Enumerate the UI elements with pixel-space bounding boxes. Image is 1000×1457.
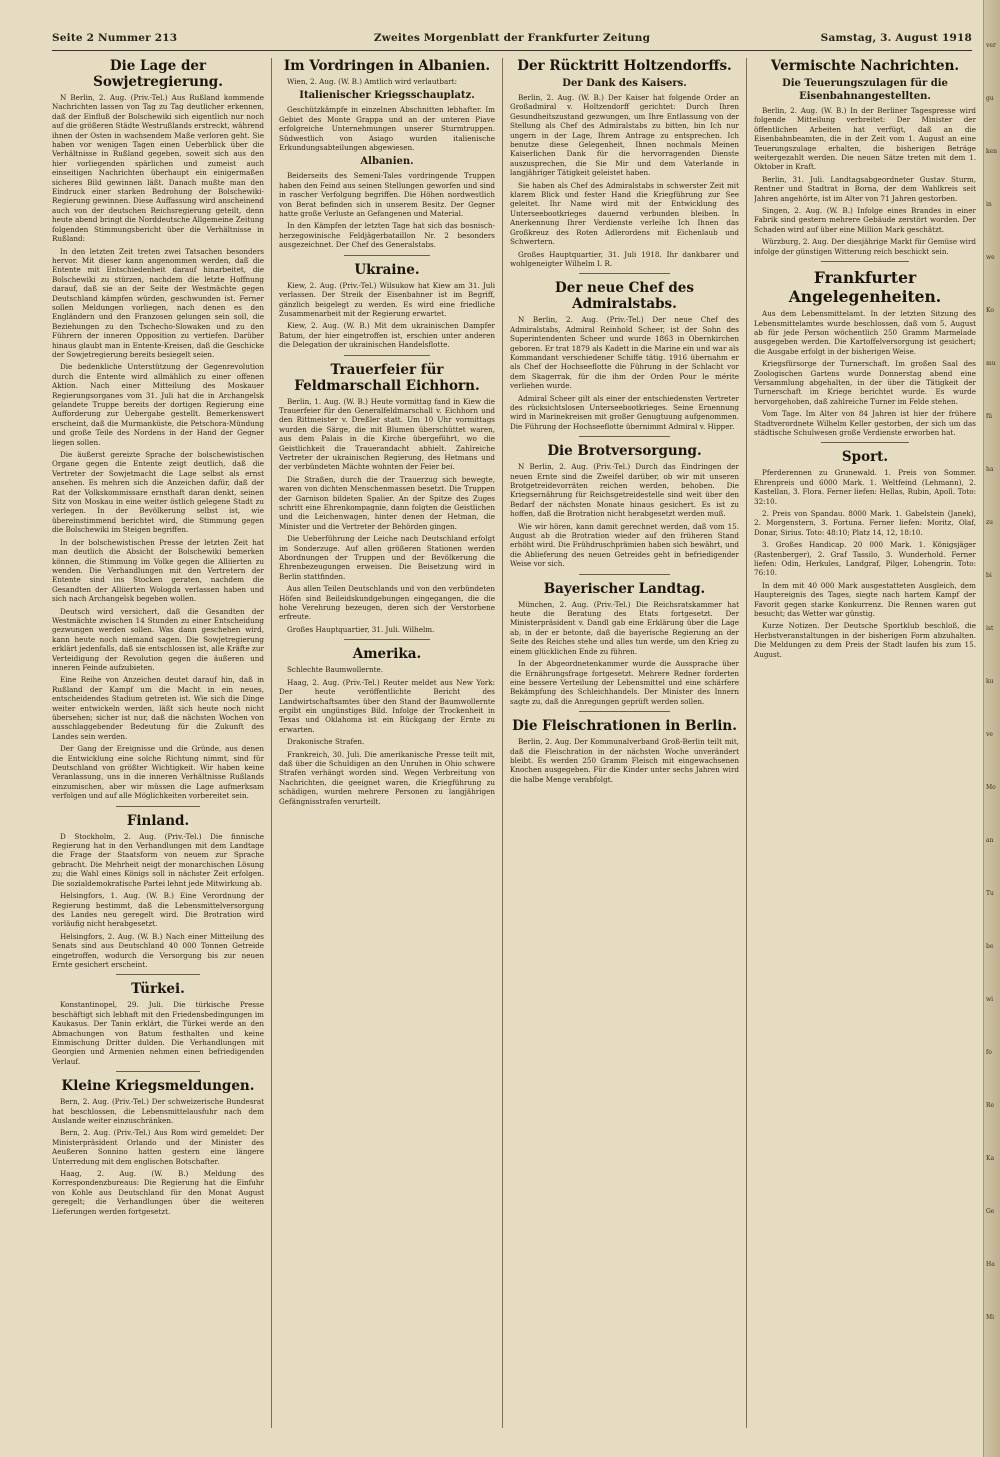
gutter-fragment: ku (986, 678, 994, 685)
article-paragraph: Kiew, 2. Aug. (Priv.-Tel.) Wilsukow hat Kiew am 31. Juli verlassen. Der Streik der Eisenbahner ist im Begriff, gänzlich beigelegt zu werden. Es wird eine friedliche Zusammenarbeit mit der Regierung erwartet. (279, 280, 495, 318)
article-paragraph: Berlin, 31. Juli. Landtagsabgeordneter Gustav Sturm, Rentner und Stadtrat in Borna, der dem Wahlkreis seit Jahren angehörte, ist im Alter von 71 Jahren gestorben. (754, 174, 976, 203)
adjacent-page-edge (983, 0, 1000, 1457)
article-subheadline: Der Dank des Kaisers. (562, 78, 687, 89)
gutter-fragment: ist (986, 625, 994, 632)
section-divider (821, 261, 910, 262)
gutter-fragment: Mo (986, 784, 996, 791)
article-paragraph: Singen, 2. Aug. (W. B.) Infolge eines Brandes in einer Fabrik sind gestern mehrere Gebäude zerstört worden. Der Schaden wird auf über eine Million Mark geschätzt. (754, 206, 976, 234)
article-paragraph: Deutsch wird versichert, daß die Gesandten der Westmächte zwischen 14 Stunden zu einer Entscheidung gezwungen werden sollen. Was dann geschehen wird, kann heute noch niemand sagen. Die Sowjetregierung erklärt jedenfalls, daß sie entschlossen ist, alle Kräfte zur Verteidigung der Revolution gegen die äußeren und inneren Feinde aufzubieten. (52, 606, 264, 672)
article-headline: Finland. (126, 812, 190, 829)
column-1 (52, 58, 264, 1430)
article-paragraph: In den letzten Zeit treten zwei Tatsachen besonders hervor. Mit dieser kann angenommen werden, daß die Entente mit Entschiedenheit darauf hinarbeitet, die Bolschewiki zu stürzen, nachdem die letzte Hoffnung darauf, daß sie an der Seite der Westmächte gegen Deutschland kämpfen würden, geschwunden ist. Ferner sollen Meldungen vorliegen, nach denen es den Engländern und den Franzosen gelungen sein soll, die Beziehungen zu den Tschecho-Slowaken und zu den Führern der inneren Opposition zu vertiefen. Darüber hinaus glaubt man in Entente-Kreisen, daß die Geschicke der Sowjetregierung bereits besiegelt seien. (52, 246, 264, 359)
article-subheadline: Albanien. (360, 156, 414, 168)
gutter-fragment: Ka (986, 1155, 995, 1162)
section-divider (579, 574, 671, 575)
article-headline: Ukraine. (354, 261, 420, 278)
article-paragraph: Vom Tage. Im Alter von 84 Jahren ist hier der frühere Stadtverordnete Wilhelm Keller gestorben, der sich um das städtische Schulwesen große Verdienste erworben hat. (754, 409, 976, 437)
gutter-fragment: zu (986, 519, 994, 526)
article-paragraph: Wie wir hören, kann damit gerechnet werden, daß vom 15. August ab die Brotration wieder auf den früheren Stand erhöht wird. Die Frühdruschprämien haben sich bewährt, und die Ablieferung des neuen Getreides geht in befriedigender Weise vor sich. (510, 521, 739, 569)
masthead: Zweites Morgenblatt der Frankfurter Zeitung (373, 32, 651, 44)
article-paragraph: In der bolschewistischen Presse der letzten Zeit hat man deutlich die Absicht der Bolschewiki bemerken können, die Stimmung im Volke gegen die Alliierten zu wenden. Die Verhandlungen mit den Vertretern der Entente sind ins Stocken geraten, nachdem die Gesandten der Alliierten Wologda verlassen haben und sich nach Archangelsk begeben wollen. (52, 537, 264, 604)
gutter-fragment: Ko (986, 307, 994, 314)
article-headline: Türkei. (131, 981, 185, 998)
gutter-fragment: ve (986, 731, 993, 738)
gutter-fragment: wi (986, 996, 994, 1003)
gutter-fragment: an (986, 837, 994, 844)
column-4 (754, 58, 976, 1430)
section-divider (344, 639, 430, 640)
article-paragraph: D Stockholm, 2. Aug. (Priv.-Tel.) Die finnische Regierung hat in den Verhandlungen mit dem Landtage die Frage der Staatsform von neuem zur Sprache gebracht. Die Mehrheit neigt der monarchischen Lösung zu; die Wahl eines Königs soll in nächster Zeit erfolgen. Die sozialdemokratische Partei lehnt jede Mitwirkung ab. (52, 831, 264, 888)
gutter-fragment: we (986, 254, 995, 261)
article-paragraph: Frankreich, 30. Juli. Die amerikanische Presse teilt mit, daß über die Schuldigen an den Unruhen in Ohio schwere Strafen verhängt worden sind. Wegen Verbreitung von Nachrichten, die geeignet waren, die Kriegführung zu schädigen, wurden mehrere Personen zu langjährigen Gefängnisstrafen verurteilt. (279, 749, 495, 806)
gutter-fragment: fo (986, 1049, 992, 1056)
article-paragraph: 2. Preis von Spandau. 8000 Mark. 1. Gabelstein (Janek), 2. Morgenstern, 3. Fortuna. Ferner liefen: Moritz, Olaf, Donar, Sirius. Toto: 48:10; Platz 14, 12, 18:10. (754, 509, 976, 537)
article-paragraph: Würzburg, 2. Aug. Der diesjährige Markt für Gemüse wird infolge der günstigen Witterung reich beschickt sein. (754, 237, 976, 256)
article-paragraph: Drakonische Strafen. (287, 737, 365, 747)
article-paragraph: Die Ueberführung der Leiche nach Deutschland erfolgt im Sonderzuge. Auf allen größeren Stationen werden Abordnungen der Truppen und der Bevölkerung die Ehrenbezeugungen erweisen. Die Beisetzung wird in Berlin stattfinden. (279, 534, 495, 581)
article-paragraph: München, 2. Aug. (Priv.-Tel.) Die Reichsratskammer hat heute die Beratung des Etats fortgesetzt. Der Ministerpräsident v. Dandl gab eine Erklärung über die Lage ab, in der er betonte, daß die bayerische Regierung an der Seite des Reiches stehe und alles tun werde, um den Krieg zu einem glücklichen Ende zu führen. (510, 599, 739, 656)
article-paragraph: Geschützkämpfe in einzelnen Abschnitten lebhafter. Im Gebiet des Monte Grappa und an der unteren Piave erfolgreiche Unternehmungen unserer Sturmtruppen. Südwestlich von Asiago wurden italienische Erkundungsabteilungen abgewiesen. (279, 105, 495, 153)
section-divider (116, 974, 201, 975)
column-rule (746, 58, 747, 1428)
article-paragraph: N Berlin, 2. Aug. (Priv.-Tel.) Der neue Chef des Admiralstabs, Admiral Reinhold Scheer, ist der Sohn des Superintendenten Scheer und wurde 1863 in Obernkirchen geboren. Er trat 1879 als Kadett in die Marine ein und war als Kommandant verschiedener Schiffe tätig. 1916 übernahm er als Chef der Hochseeflotte die Führung in der Schlacht vor dem Skagerrak, für die ihm der Orden Pour le mérite verliehen wurde. (510, 315, 739, 391)
article-paragraph: Kurze Notizen. Der Deutsche Sportklub beschloß, die Herbstveranstaltungen in der bisherigen Form abzuhalten. Die Meldungen zu dem Preis der Stadt laufen bis zum 15. August. (754, 621, 976, 659)
section-divider (116, 806, 201, 807)
gutter-fragment: in (986, 201, 992, 208)
section-divider (579, 711, 671, 712)
article-paragraph: Admiral Scheer gilt als einer der entschiedensten Vertreter des rücksichtslosen Unterseebootkrieges. Seine Ernennung wird in Marinekreisen mit großer Genugtuung aufgenommen. Die Führung der Hochseeflotte übernimmt Admiral v. Hipper. (510, 393, 739, 431)
article-subheadline: Die Teuerungszulagen für die Eisenbahnangestellten. (782, 78, 948, 102)
gutter-fragment: Re (986, 1102, 995, 1109)
article-paragraph: Aus dem Lebensmittelamt. In der letzten Sitzung des Lebensmittelamtes wurde beschlossen, daß vom 5. August ab für jede Person wöchentlich 250 Gramm Marmelade ausgegeben werden. Die Kartoffelversorgung ist gesichert; die Ausgabe erfolgt in der bisherigen Weise. (754, 309, 976, 356)
article-paragraph: N Berlin, 2. Aug. (Priv.-Tel.) Aus Rußland kommende Nachrichten lassen von Tag zu Tag deutlicher erkennen, daß der Einfluß der Bolschewiki sich eigentlich nur noch auf die größeren Städte Westrußlands erstreckt, während ihnen der Osten in wachsendem Maße verloren geht. Sie haben vor wenigen Tagen einen Ueberblick über die Verhältnisse in Rußland gegeben, soweit sich aus den hier vorliegenden spärlichen und zumeist auch einseitigen Nachrichten überhaupt ein einigermaßen sicheres Bild gewinnen läßt. Danach mußte man den Eindruck einer starken Bedrohung der Bolschewiki-Regierung gewinnen. Diese Auffassung wird anscheinend auch von der deutschen Reichsregierung geteilt, denn heute abend bringt die Norddeutsche Allgemeine Zeitung folgenden Stimmungsbericht über die Verhältnisse in Rußland: (52, 93, 264, 244)
column-rule (271, 58, 272, 1428)
article-paragraph: Kiew, 2. Aug. (W. B.) Mit dem ukrainischen Dampfer Batum, der hier eingetroffen ist, erschien unter anderen die Delegation der ukrainischen Handelsflotte. (279, 321, 495, 350)
gutter-fragment: ver (986, 42, 996, 49)
column-2 (279, 58, 495, 1430)
article-paragraph: Haag, 2. Aug. (Priv.-Tel.) Reuter meldet aus New York: Der heute veröffentlichte Bericht des Landwirtschaftsamtes über den Stand der Baumwollernte ergibt ein ungünstiges Bild. Infolge der Trockenheit in Texas und Oklahoma ist ein Rückgang der Ernte zu erwarten. (279, 677, 495, 734)
article-paragraph: Kriegsfürsorge der Turnerschaft. Im großen Saal des Zoologischen Gartens wurde Donnerstag abend eine Versammlung abgehalten, in der über die Tätigkeit der Turnerschaft im Kriege berichtet wurde. Es wurde hervorgehoben, daß zahlreiche Turner im Felde stehen. (754, 359, 976, 406)
article-headline: Im Vordringen in Albanien. (283, 58, 491, 74)
issue-date: Samstag, 3. August 1918 (820, 32, 972, 44)
article-headline: Die Brotversorgung. (547, 443, 702, 460)
gutter-fragment: bi (986, 572, 992, 579)
section-divider (579, 436, 671, 437)
article-paragraph: Beiderseits des Semeni-Tales vordringende Truppen haben den Feind aus seinen Stellungen geworfen und sind in rascher Verfolgung begriffen. Die Höhen nordwestlich von Berat befinden sich in unserem Besitz. Der Gegner hatte große Verluste an Gefangenen und Material. (279, 171, 495, 219)
article-paragraph: Die äußerst gereizte Sprache der bolschewistischen Organe gegen die Entente zeigt deutlich, daß die Vertreter der Sowjetmacht die Lage selbst als ernst ansehen. Es mehren sich die Anzeichen dafür, daß der Rat der Volkskommissare ernsthaft daran denkt, seinen Sitz von Moskau in eine weiter östlich gelegene Stadt zu verlegen. In der Bevölkerung selbst ist, wie übereinstimmend berichtet wird, die Stimmung gegen die Bolschewiki im Steigen begriffen. (52, 450, 264, 535)
article-headline: Kleine Kriegsmeldungen. (61, 1078, 255, 1095)
article-headline: Der neue Chef des Admiralstabs. (555, 280, 694, 313)
section-divider (821, 442, 910, 443)
gutter-fragment: Ge (986, 1208, 995, 1215)
article-paragraph: Großes Hauptquartier, 31. Juli 1918. Ihr dankbarer und wohlgeneigter Wilhelm I. R. (510, 249, 739, 268)
article-paragraph: N Berlin, 2. Aug. (Priv.-Tel.) Durch das Eindringen der neuen Ernte sind die Zweifel darüber, ob wir mit unseren Brotgetreidevorräten reichen werden, behoben. Die Kriegsernährung für Reichsgetreidestelle sind weit über den Bedarf der nächsten Monate hinaus gesichert. Es ist zu hoffen, daß die Brotration nicht herabgesetzt werden muß. (510, 462, 739, 519)
article-paragraph: Die bedenkliche Unterstützung der Gegenrevolution durch die Entente wird allmählich zu einer offenen Aktion. Nach einer Mitteilung des Moskauer Regierungsorganes vom 31. Juli hat die in Archangelsk gelandete Truppe bereits der dortigen Regierung eine Aufforderung zur Uebergabe gestellt. Bemerkenswert erscheint, daß die Murmanküste, die Petschora-Mündung und große Teile des Nordens in der Hand der Gegner liegen sollen. (52, 362, 264, 447)
gutter-fragment: Ha (986, 1261, 995, 1268)
article-paragraph: Helsingfors, 2. Aug. (W. B.) Nach einer Mitteilung des Senats sind aus Deutschland 40 000 Tonnen Getreide eingetroffen, wodurch die Versorgung bis zur neuen Ernte gesichert erscheint. (52, 931, 264, 969)
article-paragraph: Berlin, 1. Aug. (W. B.) Heute vormittag fand in Kiew die Trauerfeier für den Generalfeldmarschall v. Eichhorn und den Rittmeister v. Dreßler statt. Um 10 Uhr vormittags wurden die Särge, die mit Blumen überschüttet waren, aus dem Palais in die Kirche übergeführt, wo die Geistlichkeit die Trauerandacht abhielt. Zahlreiche Vertreter der ukrainischen Regierung, des Hetmans und der verbündeten Mächte wohnten der Feier bei. (279, 396, 495, 472)
section-divider (344, 355, 430, 356)
article-paragraph: Wien, 2. Aug. (W. B.) Amtlich wird verlautbart: (287, 77, 457, 86)
article-headline: Vermischte Nachrichten. (770, 58, 960, 74)
section-divider (579, 273, 671, 274)
article-paragraph: Der Gang der Ereignisse und die Gründe, aus denen die Entwicklung eine solche Richtung nimmt, sind für Deutschland von größter Wichtigkeit. Wir haben keine Veranlassung, uns in die inneren Verhältnisse Rußlands einzumischen, aber wir müssen die Lage aufmerksam verfolgen und auf alle Möglichkeiten vorbereitet sein. (52, 744, 264, 801)
article-paragraph: Schlechte Baumwollernte. (287, 665, 384, 675)
article-headline: Bayerischer Landtag. (543, 580, 706, 597)
article-headline: Amerika. (352, 646, 422, 663)
article-paragraph: Bern, 2. Aug. (Priv.-Tel.) Aus Rom wird gemeldet: Der Ministerpräsident Orlando und der Minister des Aeußeren Sonnino hatten gestern eine längere Unterredung mit dem englischen Botschafter. (52, 1128, 264, 1166)
gutter-fragment: Mi (986, 1314, 995, 1321)
article-paragraph: Berlin, 2. Aug. (W. B.) Der Kaiser hat folgende Order an Großadmiral v. Holtzendorff gerichtet: Durch Ihren Gesundheitszustand gezwungen, um Ihre Entlassung von der Stellung als Chef des Admiralstabs zu bitten, bin Ich nur ungern in der Lage, Ihrem Antrage zu entsprechen. Ich benutze diese Gelegenheit, Ihnen nochmals Meinen Kaiserlichen Dank für die hervorragenden Dienste auszusprechen, die Sie Mir und dem Vaterlande in langjähriger Tätigkeit geleistet haben. (510, 93, 739, 178)
gutter-fragment: Tu (986, 890, 994, 897)
article-paragraph: Berlin, 2. Aug. (W. B.) In der Berliner Tagespresse wird folgende Mitteilung verbreitet: Der Minister der öffentlichen Arbeiten hat verfügt, daß an die Eisenbahnbeamten, die in der Zeit vom 1. August an eine Teuerungszulage erhalten, die bisherigen Beträge weitergezahlt werden. Die neuen Sätze treten mit dem 1. Oktober in Kraft. (754, 106, 976, 172)
article-headline: Trauerfeier für Feldmarschall Eichhorn. (294, 361, 480, 394)
article-paragraph: Berlin, 2. Aug. Der Kommunalverband Groß-Berlin teilt mit, daß die Fleischration in der nächsten Woche unverändert bleibt. Es werden 250 Gramm Fleisch mit eingewachsenen Knochen ausgegeben. Für die Kinder unter sechs Jahren wird die halbe Menge verabfolgt. (510, 737, 739, 784)
article-paragraph: Sie haben als Chef des Admiralstabs in schwerster Zeit mit klarem Blick und fester Hand die Kriegführung zur See geleitet. Ihr Name wird mit der Entwicklung des Unterseebootkrieges dauernd verbunden bleiben. In Anerkennung Ihrer Verdienste verleihe Ich Ihnen das Großkreuz des Roten Adlerordens mit Eichenlaub und Schwertern. (510, 180, 739, 247)
article-paragraph: In der Abgeordnetenkammer wurde die Aussprache über die Ernährungsfrage fortgesetzt. Mehrere Redner forderten eine bessere Verteilung der Lebensmittel und eine schärfere Bekämpfung des Schleichhandels. Der Minister des Innern sagte zu, daß die Anregungen geprüft werden sollen. (510, 659, 739, 706)
gutter-fragment: ken (986, 148, 998, 155)
section-divider (344, 255, 430, 256)
article-paragraph: In den Kämpfen der letzten Tage hat sich das bosnisch-herzegowinische Feldjägerbataillon Nr. 2 besonders ausgezeichnet. Der Chef des Generalstabs. (279, 221, 495, 250)
gutter-fragment: be (986, 943, 994, 950)
gutter-fragment: mu (986, 360, 996, 367)
article-paragraph: Die Straßen, durch die der Trauerzug sich bewegte, waren von dichten Menschenmassen besetzt. Die Truppen der Garnison bildeten Spalier. An der Spitze des Zuges schritt eine Ehrenkompagnie, dann folgten die Geistlichen und die Leichenwagen, hinter denen der Hetman, die Minister und die Vertreter der Behörden gingen. (279, 474, 495, 531)
column-3 (510, 58, 739, 1430)
article-headline: Frankfurter Angelegenheiten. (788, 268, 942, 307)
article-paragraph: Konstantinopel, 29. Juli. Die türkische Presse beschäftigt sich lebhaft mit den Friedensbedingungen im Kaukasus. Der Tanin erklärt, die Türkei werde an den Abmachungen von Batum festhalten und keine Einmischung Dritter dulden. Die Verhandlungen mit Georgien und Armenien nehmen einen befriedigenden Verlauf. (52, 1000, 264, 1066)
article-paragraph: Großes Hauptquartier, 31. Juli. Wilhelm. (287, 624, 435, 634)
article-paragraph: In dem mit 40 000 Mark ausgestatteten Ausgleich, dem Hauptereignis des Tages, siegte nach hartem Kampf der Favorit gegen starke Konkurrenz. Die Rennen waren gut besucht; das Wetter war günstig. (754, 580, 976, 619)
article-headline: Die Fleischrationen in Berlin. (512, 718, 737, 735)
page-number: Seite 2 Nummer 213 (52, 32, 178, 44)
article-headline: Sport. (841, 449, 889, 466)
article-paragraph: Aus allen Teilen Deutschlands und von den verbündeten Höfen sind Beileidskundgebungen eingegangen, die die hohe Verehrung bezeugen, deren sich der Verstorbene erfreute. (279, 584, 495, 622)
article-subheadline: Italienischer Kriegsschauplatz. (299, 90, 475, 102)
column-rule (502, 58, 503, 1428)
article-paragraph: Eine Reihe von Anzeichen deutet darauf hin, daß in Rußland der Kampf um die Macht in ein neues, entscheidendes Stadium getreten ist. Wie sich die Dinge weiter entwickeln werden, läßt sich heute noch nicht übersehen; sicher ist nur, daß die nächsten Wochen von ausschlaggebender Bedeutung für die Zukunft des Landes sein werden. (52, 675, 264, 741)
gutter-fragment: fü (986, 413, 993, 420)
article-paragraph: Pferderennen zu Grunewald. 1. Preis von Sommer. Ehrenpreis und 6000 Mark. 1. Weltfeind (Lehmann), 2. Kastellan, 3. Flora. Ferner liefen: Hellas, Rubin, Apoll. Toto: 32:10. (754, 468, 976, 506)
article-paragraph: Helsingfors, 1. Aug. (W. B.) Eine Verordnung der Regierung bestimmt, daß die Lebensmittelversorgung des Landes neu geregelt wird. Die Brotration wird vorläufig nicht herabgesetzt. (52, 891, 264, 929)
article-paragraph: Haag, 2. Aug. (W. B.) Meldung des Korrespondenzbureaus: Die Regierung hat die Einfuhr von Kohle aus Deutschland für den Monat August geregelt; die Verhandlungen über die weiteren Lieferungen werden fortgesetzt. (52, 1169, 264, 1216)
section-divider (116, 1071, 201, 1072)
article-paragraph: Bern, 2. Aug. (Priv.-Tel.) Der schweizerische Bundesrat hat beschlossen, die Lebensmittelausfuhr nach dem Auslande weiter einzuschränken. (52, 1097, 264, 1125)
gutter-fragment: gu (986, 95, 994, 102)
article-paragraph: 3. Großes Handicap. 20 000 Mark. 1. Königsjäger (Rastenberger), 2. Graf Tassilo, 3. Wunderhold. Ferner liefen: Odin, Herkules, Landgraf, Pilger, Lohengrin. Toto: 76:10. (754, 540, 976, 578)
article-headline: Die Lage der Sowjetregierung. (93, 58, 223, 90)
page-header (52, 28, 972, 51)
article-headline: Der Rücktritt Holtzendorffs. (517, 58, 732, 74)
gutter-fragment: ha (986, 466, 994, 473)
